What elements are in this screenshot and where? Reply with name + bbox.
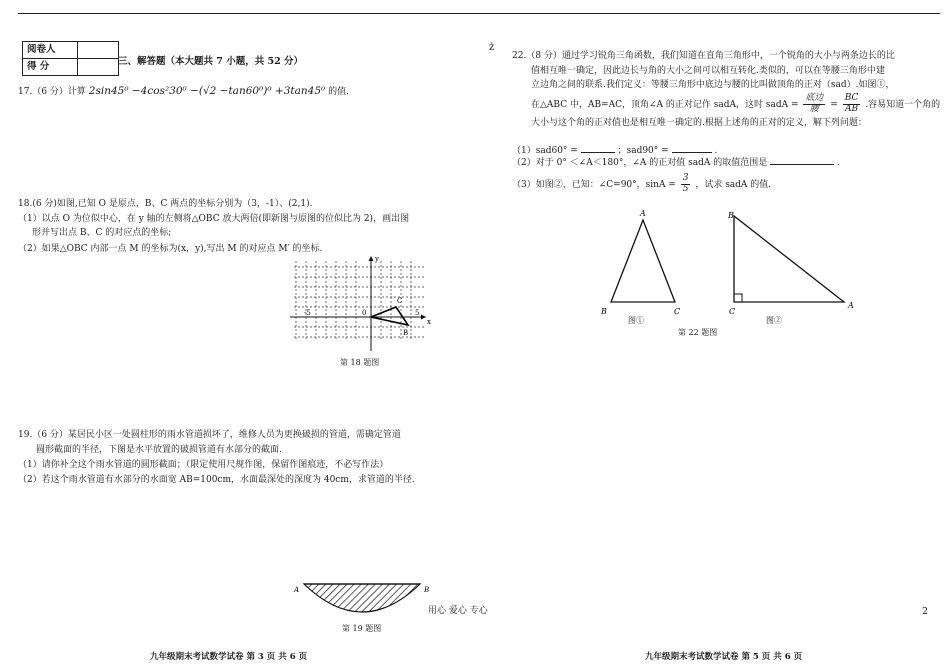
q22-sub1-part1: （1）sad60° = — [512, 146, 578, 156]
q22-frac1-denominator: 腰 — [809, 103, 819, 114]
q19-line1: 19.（6 分）某居民小区一处圆柱形的雨水管道损坏了，维修人员为更换破损的管道，需确定管道 — [18, 430, 401, 440]
q22-fig1-b-label: B — [601, 307, 607, 316]
q22-fig1-caption: 图① — [628, 316, 644, 325]
q18-neg5-label: -5 — [304, 309, 311, 317]
q22-sub1-part3: . — [714, 146, 718, 156]
q22-equals: = — [830, 99, 838, 110]
q22-line1: 22.（8 分）通过学习锐角三角函数，我们知道在直角三角形中，一个锐角的大小与两条边长的比 — [512, 51, 895, 61]
q19-pipe-figure — [290, 570, 440, 622]
q18-triangle-obc — [371, 307, 408, 325]
q22-sub3-denominator: 5 — [682, 183, 689, 194]
q18-coordinate-figure — [286, 255, 436, 355]
q22-fig2-b-label: B — [728, 211, 734, 220]
q22-line4-text: 在△ABC 中，AB=AC，顶角∠A 的正对记作 sadA，这时 sadA = — [531, 99, 799, 110]
q22-fraction-bc-over-ab — [843, 94, 861, 115]
q22-sub3-fraction — [681, 174, 691, 195]
right-page-number: 2 — [922, 606, 929, 617]
q17-suffix: 的值. — [328, 87, 349, 97]
q18-line4: （2）如果△OBC 内部一点 M 的坐标为(x，y),写出 M 的对应点 M′ 的坐标. — [18, 244, 323, 254]
q19-line4: （2）若这个雨水管道有水部分的水面宽 AB=100cm，水面最深处的深度为 40cm，求管道的半径. — [18, 475, 415, 485]
q19-line2: 圆形截面的半径，下图是水平放置的破损管道有水部分的截面. — [36, 445, 282, 455]
q17-expression: 2sin45⁰ −4cos²30⁰ −(√2 −tan60⁰)⁰ +3tan45⁰ — [88, 85, 326, 97]
q22-fig2-a-label: A — [848, 301, 854, 310]
section-title: 三、解答题（本大题共 7 小题，共 52 分） — [118, 56, 304, 67]
q22-frac1-numerator: 底边 — [805, 93, 824, 103]
q22-sub3 — [512, 174, 771, 195]
q18-c-label: C — [397, 297, 403, 305]
grader-label: 阅卷人 — [23, 42, 78, 59]
q22-fraction-base-over-leg — [803, 94, 825, 115]
q19-caption: 第 19 题图 — [342, 624, 382, 633]
question-17 — [18, 85, 349, 98]
q22-sub3-tail: ，试求 sadA 的值. — [695, 179, 772, 190]
q22-caption: 第 22 题图 — [678, 328, 718, 337]
q18-x-label: x — [427, 318, 431, 326]
q18-line1: 18.(6 分)如图,已知 O 是原点，B、C 两点的坐标分别为（3，-1）、(2,1). — [18, 199, 313, 209]
q22-sub1-blank2[interactable] — [672, 152, 712, 153]
q22-sub1 — [512, 146, 717, 157]
motto: 用心 爱心 专心 — [428, 606, 488, 616]
q22-line5: 大小与这个角的正对值也是相互唯一确定的.根据上述角的正对的定义，解下列问题： — [531, 118, 867, 128]
center-mark: ż — [489, 42, 495, 53]
q22-sub2-blank[interactable] — [770, 164, 834, 165]
q22-fig1-c-label: C — [674, 307, 681, 316]
q22-frac2-numerator: BC — [844, 93, 859, 103]
footer-right: 九年级期末考试数学试卷 第 5 页 共 6 页 — [645, 652, 803, 662]
q18-y-arrow — [369, 256, 374, 261]
grader-table — [22, 41, 119, 76]
q18-line2: （1）以点 O 为位似中心，在 y 轴的左侧将△OBC 放大两倍(即新图与原图的位似比为 2)，画出图 — [18, 214, 410, 224]
q19-water-segment — [304, 584, 420, 612]
q18-caption: 第 18 题图 — [340, 358, 380, 367]
q18-five-label: 5 — [415, 309, 420, 317]
q22-sub3-text: （3）如图②，已知：∠C=90°，sinA = — [512, 179, 676, 190]
q22-sub2 — [512, 158, 840, 169]
q22-line4 — [531, 94, 940, 115]
q19-a-label: A — [294, 586, 300, 594]
q18-origin-label: 0 — [362, 309, 367, 317]
q18-b-label: B — [403, 329, 409, 337]
q22-fig1-a-label: A — [640, 209, 646, 218]
q22-sub1-blank1[interactable] — [581, 152, 615, 153]
q19-line3: （1）请你补全这个雨水管道的圆形截面；（限定使用尺规作图，保留作图痕迹，不必写作法） — [18, 460, 389, 470]
q18-y-label: y — [375, 255, 379, 263]
q22-figure2-triangle — [734, 216, 844, 302]
q22-sub2-text: （2）对于 0° ＜∠A＜180°，∠A 的正对值 sadA 的取值范围是 — [512, 158, 768, 168]
page-top-rule — [18, 13, 940, 14]
q22-fig2-c-label: C — [729, 307, 736, 316]
q22-line2: 值相互唯一确定，因此边长与角的大小之间可以相互转化.类似的，可以在等腰三角形中建 — [531, 66, 885, 76]
q22-frac2-denominator: AB — [844, 103, 859, 114]
q22-sub3-numerator: 3 — [682, 173, 689, 183]
q18-x-arrow — [421, 315, 426, 320]
q22-line4-tail: .容易知道一个角的 — [865, 99, 941, 110]
score-label: 得 分 — [23, 59, 78, 76]
q22-figure2-right-triangle — [722, 206, 862, 318]
q18-line3: 形并写出点 B、C 的对应点的坐标; — [32, 228, 172, 238]
q22-sub1-part2: ；sad90° = — [617, 146, 669, 156]
footer-left: 九年级期末考试数学试卷 第 3 页 共 6 页 — [150, 652, 308, 662]
q22-figure1-triangle — [611, 220, 675, 302]
grader-box — [78, 42, 119, 59]
q22-figure2-right-angle-mark — [734, 294, 742, 302]
q22-line3: 立边角之间的联系.我们定义：等腰三角形中底边与腰的比叫做顶角的正对（sad）.如图①， — [531, 80, 895, 90]
q17-prefix: 17.（6 分）计算 — [18, 87, 86, 97]
q22-fig2-caption: 图② — [766, 316, 782, 325]
q19-b-label: B — [424, 586, 430, 594]
score-box — [78, 59, 119, 76]
q22-figure1-isosceles-triangle — [596, 206, 686, 318]
q22-sub2-end: . — [837, 158, 840, 168]
